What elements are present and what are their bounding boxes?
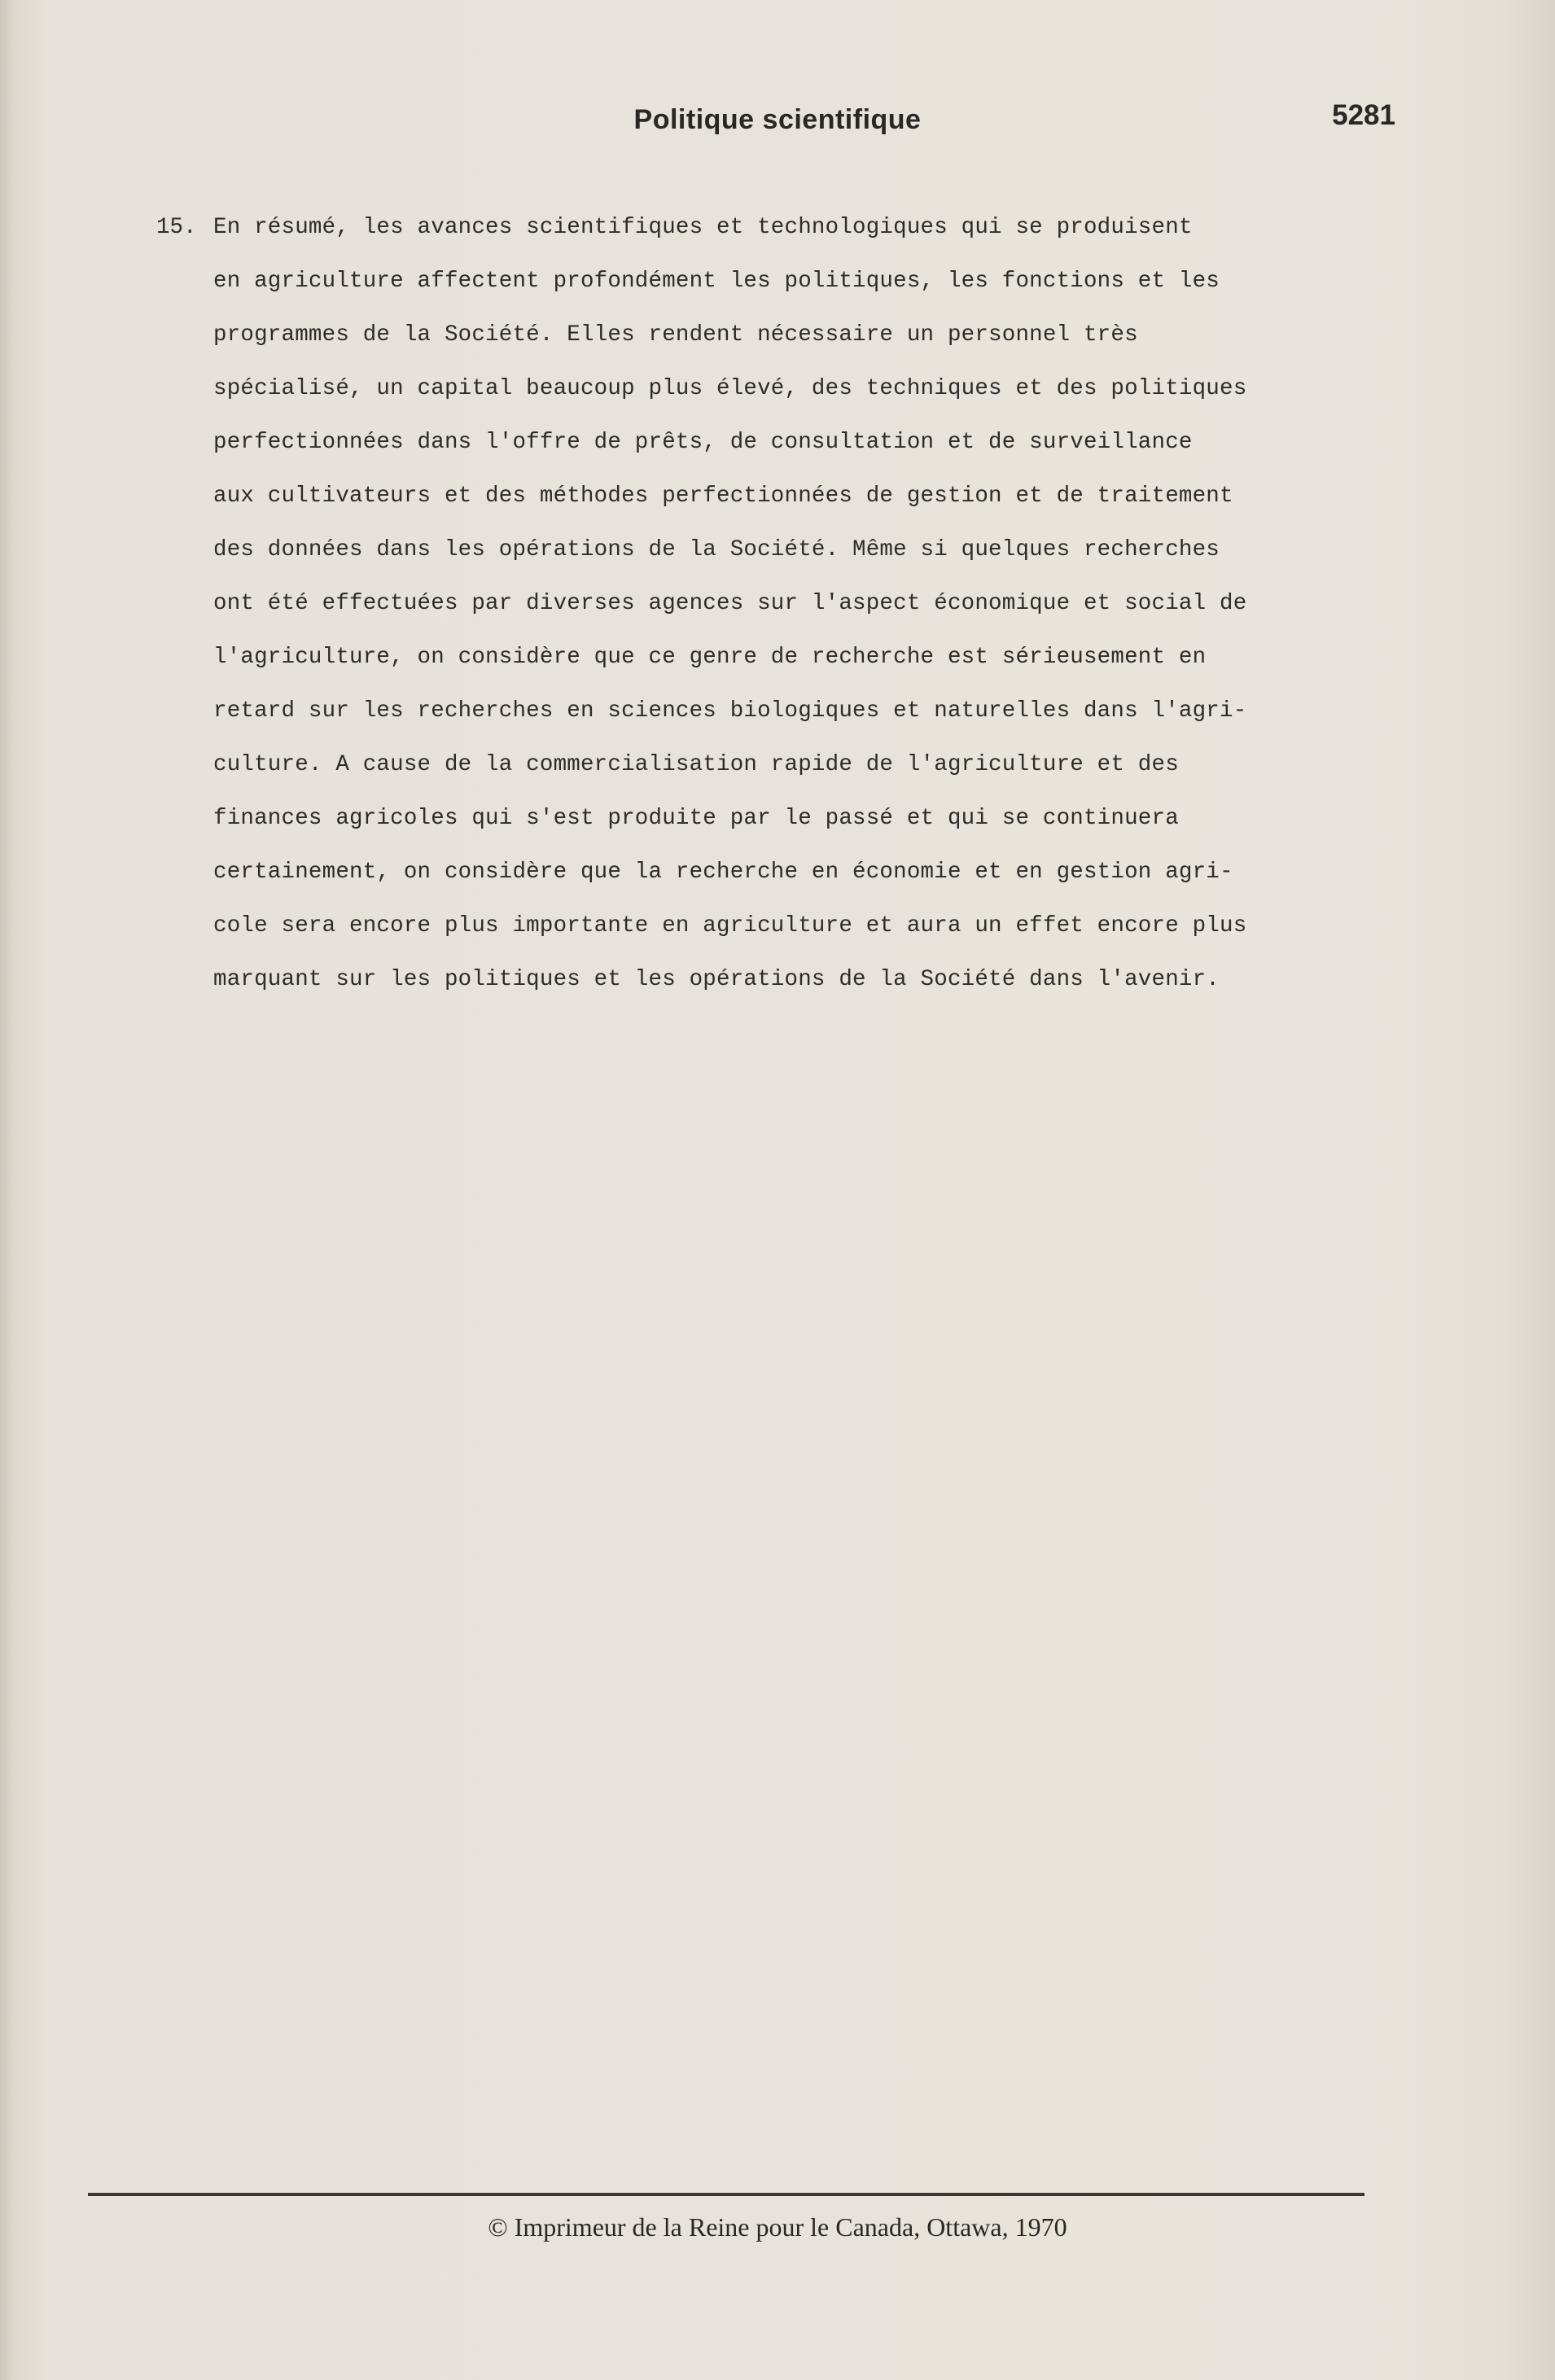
paragraph-line-5: perfectionnées dans l'offre de prêts, de consultation et de surveillance (213, 430, 1193, 455)
paragraph-line-12: finances agricoles qui s'est produite par le passé et qui se continuera (213, 806, 1179, 831)
paragraph-line-7: des données dans les opérations de la Société. Même si quelques recherches (213, 537, 1220, 562)
paragraph-line-8: ont été effectuées par diverses agences sur l'aspect économique et social de (213, 591, 1247, 616)
paragraph-line-14: cole sera encore plus importante en agriculture et aura un effet encore plus (213, 913, 1247, 938)
paragraph-line-3: programmes de la Société. Elles rendent nécessaire un personnel très (213, 322, 1138, 348)
paragraph-line-6: aux cultivateurs et des méthodes perfectionnées de gestion et de traitement (213, 483, 1233, 509)
paragraph-line-2: en agriculture affectent profondément les politiques, les fonctions et les (213, 269, 1220, 294)
paragraph-number: 15. (156, 215, 197, 240)
page-number: 5281 (1332, 99, 1395, 131)
paragraph-line-13: certainement, on considère que la recherche en économie et en gestion agri- (213, 860, 1233, 885)
paragraph-line-1: En résumé, les avances scientifiques et technologiques qui se produisent (213, 215, 1193, 240)
paragraph-line-11: culture. A cause de la commercialisation rapide de l'agriculture et des (213, 752, 1179, 777)
paragraph-line-4: spécialisé, un capital beaucoup plus élevé, des techniques et des politiques (213, 376, 1247, 401)
paragraph-line-10: retard sur les recherches en sciences biologiques et naturelles dans l'agri- (213, 698, 1247, 724)
paragraph-line-9: l'agriculture, on considère que ce genre de recherche est sérieusement en (213, 645, 1207, 670)
footer-rule (88, 2193, 1364, 2196)
page-header-title: Politique scientifique (633, 104, 922, 135)
paragraph-line-15: marquant sur les politiques et les opérations de la Société dans l'avenir. (213, 967, 1220, 992)
footer-imprint: © Imprimeur de la Reine pour le Canada, Ottawa, 1970 (488, 2212, 1067, 2242)
